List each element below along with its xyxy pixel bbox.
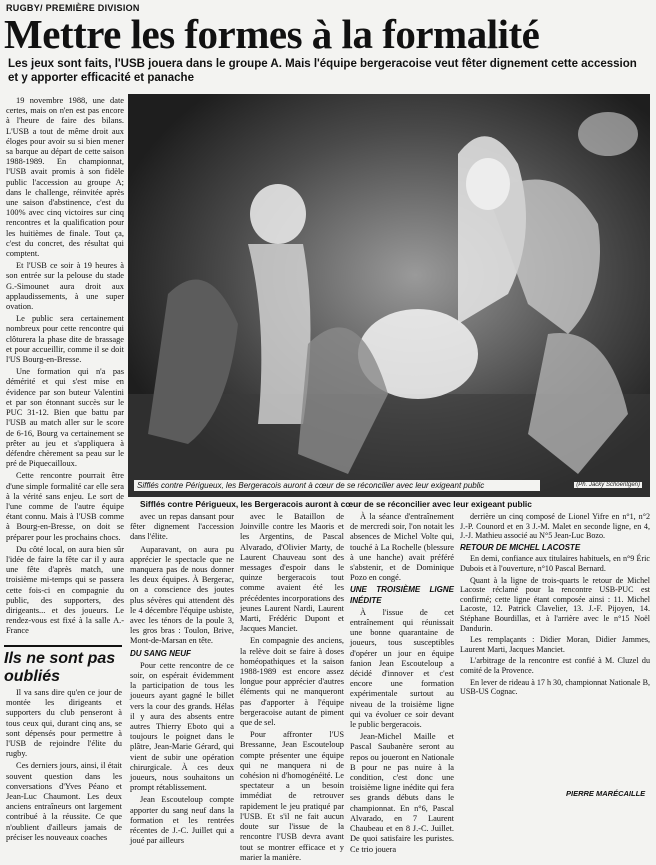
col5-paragraph-2: En demi, confiance aux titulaires habituels, en n°9 Éric Dubois et à l'ouverture, n°10 Pascal Bernard. xyxy=(460,554,650,573)
col1-paragraph-1: 19 novembre 1988, une date certes, mais on n'en est pas encore à l'heure de faire des bilans. L'USB a tout de même droit aux éloges pour avoir su si bien mener sa barque au départ de cette saison 1988-1989. En championnat, l'USB avait promis à son fidèle public l'accession au groupe A; dans le challenge, réinvitée après une saison d'abstinence, c'est du 100% avec cinq victoires sur cinq rencontres et la qualification pour les huitièmes de finale. Tout ça, c'est du concret, des résultat qui comptent. xyxy=(6,96,124,259)
col2-paragraph-2: Auparavant, on aura pu apprécier le spectacle que ne manquera pas de nous donner les deux équipes. À Bergerac, on a conscience des joutes plus sévères qui attendent dès le 4 décembre l'équipe usbiste, avec les ténors de la poule 3, les gros bras : Toulon, Brive, Mont-de-Marsan en tête. xyxy=(130,544,234,646)
sidebar-title: Ils ne sont pas oubliés xyxy=(4,650,116,685)
column-4 xyxy=(350,512,454,857)
column-1 xyxy=(6,96,124,639)
col1-paragraph-3: Le public sera certainement nombreux pour cette rencontre qui clôturera la phase dite de brassage et pour accueillir, comme il se doit l'US Bourg-en-Bresse. xyxy=(6,314,124,365)
photo-caption: Sifflés contre Périgueux, les Bergeracois auront à cœur de se réconcilier avec leur exigeant public xyxy=(140,499,532,509)
col5-paragraph-5: L'arbitrage de la rencontre est confié à M. Cluzel du comité de la Provence. xyxy=(460,656,650,675)
sidebar-paragraph-1: Il va sans dire qu'en ce jour de montée les dirigeants et supporters du club penseront à tous ceux qui, durant cinq ans, se sont dépensés pour permettre à l'USB de rejoindre l'élite du rugby. xyxy=(6,688,122,759)
col1-paragraph-4: Une formation qui n'a pas démérité et qui s'est mise en évidence par son buteur Valentini et par son étonnant succès sur le PUC 31-12. Bien que battu par l'USB au match aller sur le score de 6-16, Bourg va certainement se prêter au jeu et s'appliquera à défendre chèrement sa peau sur le pré de Piquecailloux. xyxy=(6,367,124,469)
col5-paragraph-1: derrière un cinq composé de Lionel Yifre en n°1, n°2 J.-P. Counord et en 3 J.-M. Malet en seconde ligne, en 4, J.-J. Mathieu associé au N°5 Jean-Luc Bozo. xyxy=(460,512,650,541)
col4-paragraph-2: À l'issue de cet entraînement qui réunissait une bonne quarantaine de joueurs, tous susceptibles d'opérer un jour en équipe fanion Jean Escouteloup a décidé d'innover et c'est encore une formation expérimentale surtout au niveau de la troisième ligne qui va évoluer ce soir devant le public bergeracois. xyxy=(350,607,454,730)
col2-subhead: DU SANG NEUF xyxy=(130,648,191,658)
col2-paragraph-4: Jean Escouteloup compte apporter du sang neuf dans la formation et les rentrées récentes de J.-C. Juillet qui a joué par ailleurs xyxy=(130,795,234,846)
column-2 xyxy=(130,512,234,849)
col2-paragraph-3: Pour cette rencontre de ce soir, on espérait évidemment la participation de tous les joueurs ayant gagné le billet vers la cour des grands. Hélas il y aura des absents entre autres Thierry Eboto qui a toujours le poignet dans le plâtre, Jean-Marie Gérard, qui vient de subir une opération chirurgicale. À ces deux joueurs, nous souhaitons un prompt rétablissement. xyxy=(130,660,234,793)
photo-inline-caption: Sifflés contre Périgueux, les Bergeracois auront à cœur de se réconcilier avec leur exigeant public xyxy=(134,480,540,491)
sidebar-body xyxy=(6,688,122,845)
column-5 xyxy=(460,512,650,699)
col4-paragraph-3: Jean-Michel Maille et Pascal Saubanère seront au repos ou joueront en Nationale B pour ne pas nuire à la condition, c'est donc une troisième ligne inédite qui fera ses grands débuts dans le championnat. En n°6, Pascal Alvarado, en 7 Laurent Chaubeau et en 8 J.-C. Juillet. De quoi satisfaire les puristes. Ce trio jouera xyxy=(350,732,454,854)
author-signature: PIERRE MARÉCAILLE xyxy=(566,789,646,798)
section-kicker: RUGBY/ PREMIÈRE DIVISION xyxy=(6,3,140,13)
col3-paragraph-3: Pour affronter l'US Bressanne, Jean Escouteloup compte présenter une équipe qui ne manquera ni de cohésion ni d'homogénéité. Le spectateur a un besoin immédiat de retrouver rapidement le jeu pratiqué par l'USB. Et s'il ne fait aucun doute sur l'issue de la rencontre l'USB devra avant tout se montrer efficace et y marier la manière. xyxy=(240,730,344,862)
col2-paragraph-1: avec un repas dansant pour fêter dignement l'accession dans l'élite. xyxy=(130,512,234,542)
sidebar-paragraph-2: Ces derniers jours, ainsi, il était souvent question dans les conversations d'Yves Péano et Jean-Luc Chaumont. Les deux anciens entraîneurs ont largement contribué à la réussite. Ce que n'oublient d'ailleurs jamais de préciser les nouveaux coaches xyxy=(6,761,122,842)
col3-paragraph-1: avec le Bataillon de Joinville contre les Maoris et les Argentins, de Pascal Alvarado, d'Olivier Marty, de Laurent Chauveau sont des messages d'espoir dans le quinze bergeracois tout comme avaient été les précédentes incorporations des jeunes Laurent Nardi, Laurent Marti, Frédéric Dupont et Jacques Manciet. xyxy=(240,512,344,634)
rugby-lineout-image xyxy=(128,94,650,497)
col1-paragraph-2: Et l'USB ce soir à 19 heures à son entrée sur la pelouse du stade G.-Simounet aura droit aux applaudissements, à une super ovation. xyxy=(6,261,124,312)
col4-subhead: UNE TROISIÈME LIGNE INÉDITE xyxy=(350,585,454,605)
col4-paragraph-1: À la séance d'entraînement de mercredi soir, l'on notait les absences de Michel Volte qui, touché à La Rochelle (blessure à une hanche) avait préféré s'abstenir, et de Dominique Pozo en congé. xyxy=(350,512,454,583)
col5-subhead: RETOUR DE MICHEL LACOSTE xyxy=(460,542,581,552)
col5-paragraph-4: Les remplaçants : Didier Moran, Didier Jammes, Laurent Marti, Jacques Manciet. xyxy=(460,635,650,654)
photo-credit: (Ph. Jacky Schoentgen) xyxy=(576,482,640,488)
sidebar-top-rule xyxy=(4,645,122,647)
col1-paragraph-6: Du côté local, on aura bien sûr l'idée de faire la fête car il y aura une fête d'après match, une troisième mi-temps qui se passera cette fois-ci en compagnie du public, des supporters, des dirigeants... et des joueurs. Le rendez-vous est fixé à la salle A.-France xyxy=(6,544,124,636)
article-headline: Mettre les formes à la formalité xyxy=(4,11,540,57)
column-3 xyxy=(240,512,344,865)
col3-paragraph-2: En compagnie des anciens, la relève doit se faire à doses homéopathiques et la saison 1988-1989 est encore assez longue pour apprécier d'autres éléments qui ne manqueront pas d'apporter à l'équipe bergeracoise autant de piment que de sel. xyxy=(240,636,344,728)
col1-paragraph-5: Cette rencontre pourrait être d'une simple formalité car elle sera à la vérité sans enjeu. Le sort de l'une comme de l'autre équipe étant connu. Mais à l'USB comme à Bourg-en-Bresse, on doit se préparer pour les prochains chocs. xyxy=(6,471,124,542)
col5-paragraph-3: Quant à la ligne de trois-quarts le retour de Michel Lacoste réclamé pour la rencontre USB-PUC est confirmé; cette ligne étant composée ainsi : 11. Michel Lacoste, 12. Patrick Clavelier, 13. J.-F. Pijoyen, 14. Stéphane Bourdillas, et à l'arrière avec le n°15 Noël Dandurin. xyxy=(460,575,650,633)
match-photo xyxy=(128,94,650,497)
col5-paragraph-6: En lever de rideau à 17 h 30, championnat Nationale B, USB-US Cognac. xyxy=(460,677,650,697)
article-standfirst: Les jeux sont faits, l'USB jouera dans le groupe A. Mais l'équipe bergeracoise veut fêter dignement cette accession et y apporter efficacité et panache xyxy=(8,58,637,84)
